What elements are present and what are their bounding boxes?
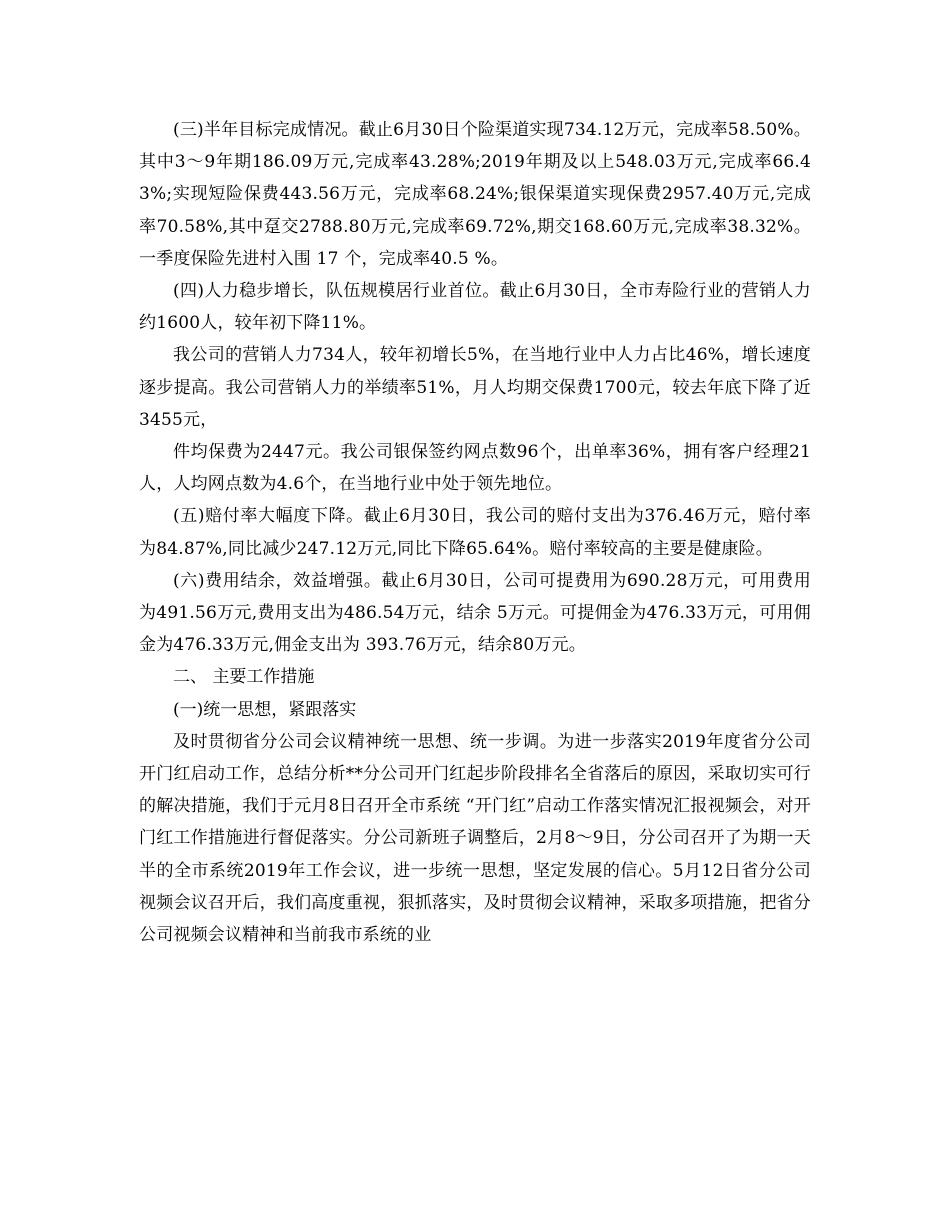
section-heading: 二、 主要工作措施: [173, 667, 315, 688]
document-page: [139, 114, 811, 951]
paragraph-half-year-targets: (三)半年目标完成情况。截止6月30日个险渠道实现734.12万元，完成率58.50%。其中3～9年期186.09万元,完成率43.28%;2019年期及以上548.03万元,完成率66.43%;实现短险保费443.56万元，完成率68.24%;银保渠道实现保费2957.40万元,完成率70.58%,其中趸交2788.80万元,完成率69.72%,期交168.60万元,完成率38.32%。一季度保险先进村入围 17 个，完成率40.5 %。: [139, 120, 811, 269]
subsection-heading: (一)统一思想，紧跟落实: [173, 699, 357, 720]
paragraph-claims-ratio: (五)赔付率大幅度下降。截止6月30日，我公司的赔付支出为376.46万元，赔付率为84.87%,同比减少247.12万元,同比下降65.64%。赔付率较高的主要是健康险。: [139, 506, 811, 559]
paragraph-company-manpower: 我公司的营销人力734人，较年初增长5%，在当地行业中人力占比46%，增长速度逐步提高。我公司营销人力的举绩率51%，月人均期交保费1700元，较去年底下降了近3455元，: [139, 345, 811, 430]
paragraph-expense-surplus: (六)费用结余，效益增强。截止6月30日，公司可提费用为690.28万元，可用费用为491.56万元,费用支出为486.54万元，结余 5万元。可提佣金为476.33万元，可用佣金为476.33万元,佣金支出为 393.76万元，结余80万元。: [139, 570, 811, 656]
paragraph-unified-thinking: 及时贯彻省分公司会议精神统一思想、统一步调。为进一步落实2019年度省分公司开门红启动工作，总结分析**分公司开门红起步阶段排名全省落后的原因，采取切实可行的解决措施，我们于元月8日召开全市系统 “开门红”启动工作落实情况汇报视频会，对开门红工作措施进行督促落实。分公司新班子调整后，2月8～9日，分公司召开了为期一天半的全市系统2019年工作会议，进一步统一思想，坚定发展的信心。5月12日省分公司视频会议召开后，我们高度重视，狠抓落实，及时贯彻会议精神，采取多项措施，把省分公司视频会议精神和当前我市系统的业: [139, 731, 811, 946]
paragraph-average-premium: 件均保费为2447元。我公司银保签约网点数96个，出单率36%，拥有客户经理21人，人均网点数为4.6个，在当地行业中处于领先地位。: [139, 442, 811, 495]
paragraph-manpower-growth: (四)人力稳步增长，队伍规模居行业首位。截止6月30日，全市寿险行业的营销人力约1600人，较年初下降11%。: [139, 281, 811, 334]
